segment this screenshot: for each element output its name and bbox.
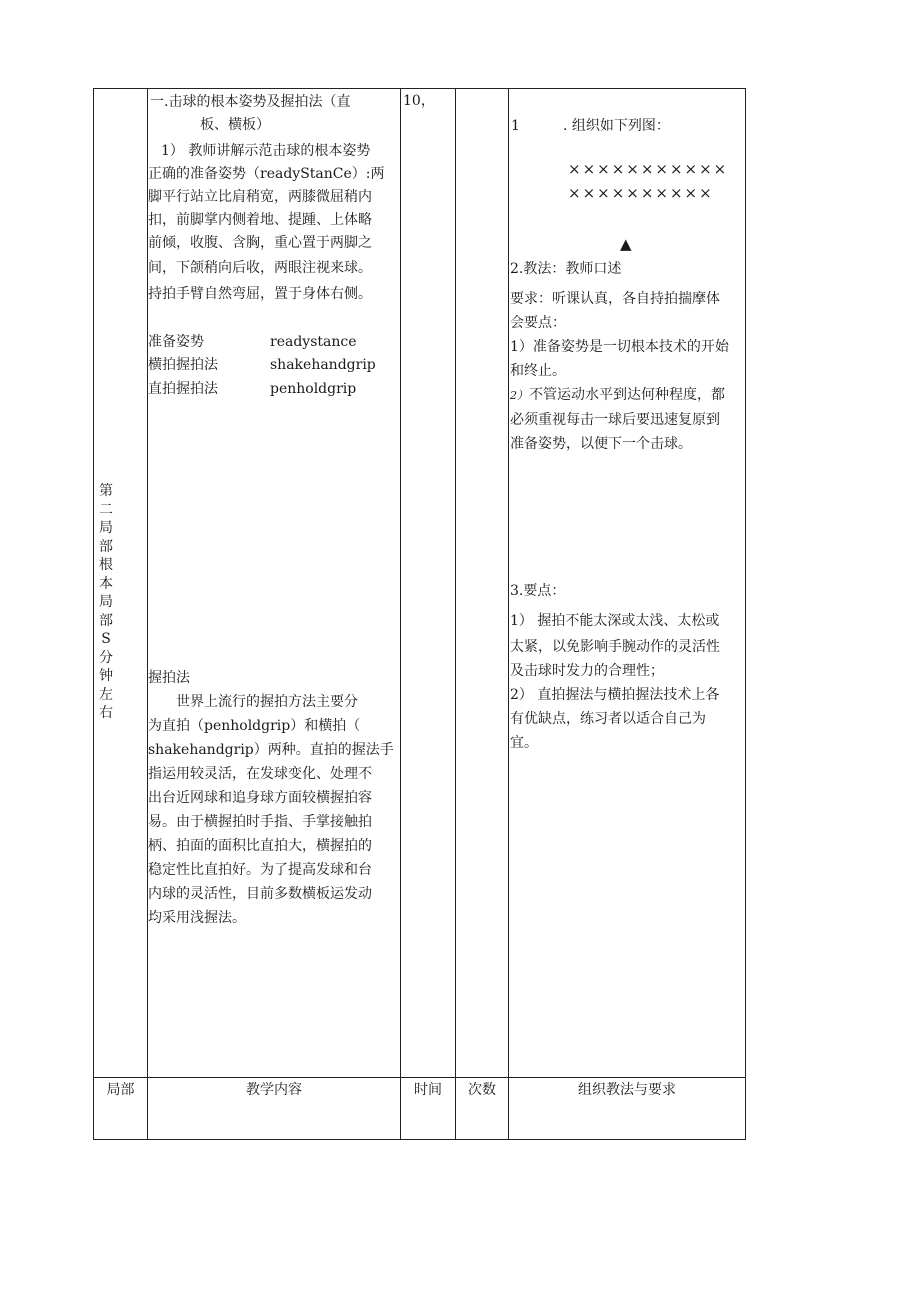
grip-title: 握拍法 xyxy=(148,670,190,686)
requirement-item-1-cont: 和终止。 xyxy=(510,363,566,379)
term-cn: 准备姿势 xyxy=(148,334,204,350)
requirement-item-2-cont: 必须重视每击一球后要迅速复原到 xyxy=(510,412,720,428)
teach-method: 2.教法：教师口述 xyxy=(510,261,622,277)
key-point-1-cont: 及击球时发力的合理性； xyxy=(510,663,664,679)
table-border-bottom xyxy=(93,1139,745,1140)
para2-line: 世界上流行的握拍方法主要分 xyxy=(176,694,358,710)
para2-line: shakehandgrip）两种。直拍的握法手 xyxy=(148,742,394,758)
formation-row-2: ×××××××××× xyxy=(568,184,714,202)
requirement-line: 会要点： xyxy=(510,315,566,331)
term-cn: 直拍握拍法 xyxy=(148,381,218,397)
key-point-1: 1） 握拍不能太深或太浅、太松或 xyxy=(510,613,720,629)
header-section: 局部 xyxy=(106,1082,135,1098)
para1-line: 1） 教师讲解示范击球的根本姿势 xyxy=(161,143,371,159)
para2-line: 出台近网球和追身球方面较横握拍容 xyxy=(148,790,372,806)
requirement-item-2-cont: 准备姿势，以便下一个击球。 xyxy=(510,436,692,452)
header-content: 教学内容 xyxy=(246,1082,302,1098)
col-line-4 xyxy=(508,88,509,1140)
para2-line: 易。由于横握拍时手指、手掌接触拍 xyxy=(148,814,372,830)
table-border-footer-top xyxy=(93,1077,745,1078)
key-points-title: 3.要点： xyxy=(510,583,566,599)
term-en: shakehandgrip xyxy=(270,357,376,373)
col-line-3 xyxy=(455,88,456,1140)
teacher-marker-icon: ▲ xyxy=(620,235,632,253)
requirement-item-1: 1）准备姿势是一切根本技术的开始 xyxy=(510,339,729,355)
para1-line: 间，下颌稍向后收，两眼注视来球。 xyxy=(148,260,372,276)
para2-line: 均采用浅握法。 xyxy=(148,910,246,926)
para1-line: 前倾，收腹、含胸，重心置于两脚之 xyxy=(148,235,372,251)
key-point-2-cont: 宜。 xyxy=(510,735,538,751)
para1-line: 正确的准备姿势（readyStanCe）:两 xyxy=(148,166,385,182)
header-method: 组织教法与要求 xyxy=(578,1082,676,1098)
para2-line: 稳定性比直拍好。为了提高发球和台 xyxy=(148,862,372,878)
para1-line: 持拍手臂自然弯屈，置于身体右侧。 xyxy=(148,286,372,302)
key-point-1-cont: 太紧，以免影响手腕动作的灵活性 xyxy=(510,639,720,655)
section-label: 第二局部根本局部 S分钟左右 xyxy=(99,483,113,721)
para2-line: 为直拍（penholdgrip）和横拍（ xyxy=(148,718,361,734)
formation-row-1: ××××××××××× xyxy=(568,160,729,178)
para1-line: 扣，前脚掌内侧着地、提踵、上体略 xyxy=(148,212,372,228)
table-border-top xyxy=(93,88,745,89)
requirement-line: 要求：听课认真，各自持拍揣摩体 xyxy=(510,291,720,307)
key-point-2: 2） 直拍握法与横拍握法技术上各 xyxy=(510,687,720,703)
header-count: 次数 xyxy=(468,1082,496,1098)
term-en: readystance xyxy=(270,334,357,350)
para2-line: 柄、拍面的面积比直拍大，横握拍的 xyxy=(148,838,372,854)
time-value: 10， xyxy=(403,93,435,109)
content-heading: 一.击球的根本姿势及握拍法（直 xyxy=(150,94,351,110)
col-line-2 xyxy=(400,88,401,1140)
term-en: penholdgrip xyxy=(270,381,357,397)
key-point-2-cont: 有优缺点，练习者以适合自己为 xyxy=(510,711,706,727)
org-number: 1 xyxy=(511,118,520,134)
col-line-5 xyxy=(745,88,746,1140)
col-line-0 xyxy=(93,88,94,1140)
para2-line: 指运用较灵活，在发球变化、处理不 xyxy=(148,766,372,782)
header-time: 时间 xyxy=(414,1082,442,1098)
content-heading-cont: 板、横板） xyxy=(200,117,270,133)
requirement-item-2: 不管运动水平到达何种程度，都 xyxy=(529,387,725,403)
requirement-item-2-number: 2） xyxy=(510,389,528,402)
para2-line: 内球的灵活性，目前多数横板运发动 xyxy=(148,886,372,902)
para1-line: 脚平行站立比肩稍宽，两膝微屈稍内 xyxy=(148,189,372,205)
org-text: . 组织如下列图： xyxy=(563,118,670,134)
term-cn: 横拍握拍法 xyxy=(148,357,218,373)
